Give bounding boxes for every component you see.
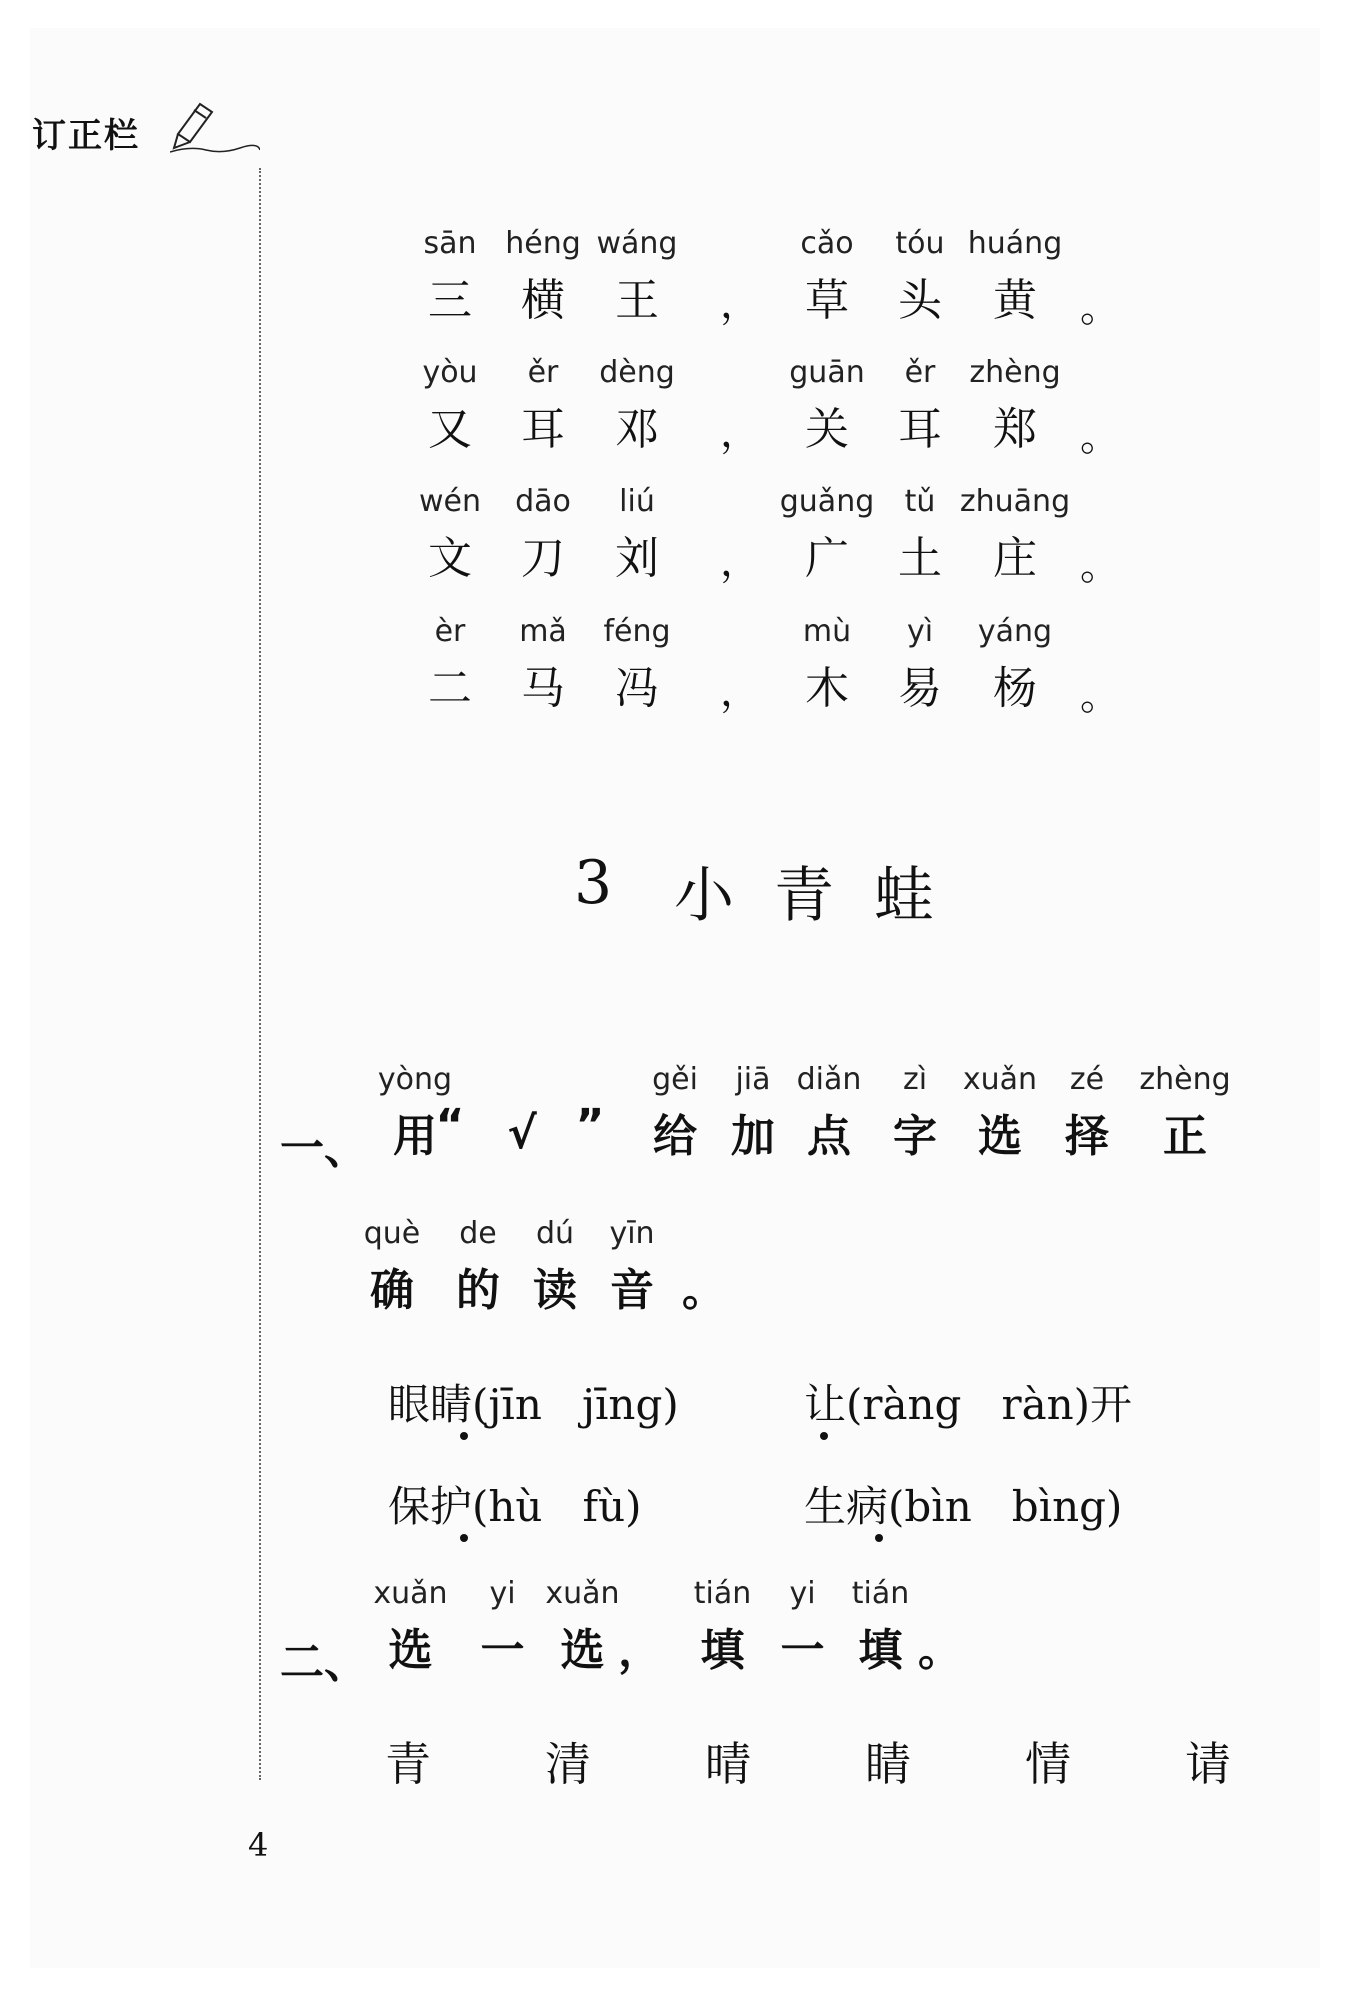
syllable: ” [575,1100,605,1151]
question-number: 二、 [280,1637,368,1688]
syllable: zé 择 [1065,1062,1109,1162]
syllable: jiā 加 [731,1062,775,1162]
emphasis-dot [820,1432,828,1440]
syllable: “ [435,1100,465,1151]
syllable: ， [618,1625,662,1676]
comma: ， [720,410,760,456]
syllable: dèng 邓 [599,355,675,455]
syllable: ěr 耳 [521,355,565,455]
syllable: guǎng 广 [779,484,875,584]
page-number: 4 [248,1826,269,1864]
syllable: héng 横 [505,226,581,326]
period: 。 [1080,285,1120,331]
syllable: zhuāng 庄 [959,484,1071,584]
syllable: tián 填 [851,1576,910,1676]
syllable: ěr 耳 [898,355,942,455]
comma: ， [720,539,760,585]
syllable: xuǎn 选 [545,1576,620,1676]
choice-char[interactable]: 清 [545,1737,591,1791]
comma: ， [720,669,760,715]
syllable: tǔ 土 [898,484,942,584]
syllable: liú 刘 [615,484,659,584]
syllable: èr 二 [428,614,472,714]
correction-column-label: 订正栏 [32,116,140,156]
reading-option[interactable]: 保护(hù fù) [388,1482,642,1531]
syllable: wén 文 [418,484,481,584]
lesson-title-char: 蛙 [874,861,934,931]
syllable: zì 字 [893,1062,937,1162]
syllable: xuǎn 选 [373,1576,448,1676]
syllable: mǎ 马 [519,614,567,714]
syllable: tóu 头 [895,226,945,326]
period: 。 [1080,673,1120,719]
emphasis-dot [460,1534,468,1542]
comma: ， [720,281,760,327]
emphasis-dot [875,1534,883,1542]
syllable: dú 读 [533,1216,577,1316]
checkmark-icon: √ [507,1108,537,1159]
correction-divider [259,168,261,1780]
lesson-title-char: 青 [774,861,834,931]
syllable: tián 填 [693,1576,752,1676]
syllable: sān 三 [423,226,477,326]
syllable: wáng 王 [596,226,678,326]
syllable: 。 [918,1625,962,1676]
syllable: yòu 又 [422,355,478,455]
choice-char[interactable]: 请 [1185,1737,1231,1791]
question-number: 一、 [280,1123,368,1174]
syllable: dāo 刀 [515,484,571,584]
choice-char[interactable]: 晴 [705,1737,751,1791]
syllable: gěi 给 [652,1062,698,1162]
syllable: yáng 杨 [977,614,1053,714]
syllable: diǎn 点 [796,1062,862,1162]
lesson-title-char: 小 [674,861,734,931]
syllable: zhèng 郑 [969,355,1061,455]
reading-option[interactable]: 眼睛(jīn jīng) [388,1380,679,1429]
lesson-number: 3 [574,848,613,918]
reading-option[interactable]: 生病(bìn bìng) [804,1482,1123,1531]
syllable: què 确 [363,1216,421,1316]
choice-char[interactable]: 睛 [865,1737,911,1791]
period: 。 [1080,543,1120,589]
syllable: yì 易 [898,614,942,714]
syllable: yi 一 [780,1576,825,1676]
syllable: xuǎn 选 [962,1062,1038,1162]
syllable: de 的 [456,1216,500,1316]
choice-char[interactable]: 青 [385,1737,431,1791]
syllable: cǎo 草 [800,226,854,326]
choice-char[interactable]: 情 [1025,1737,1071,1791]
pencil-icon [170,96,260,156]
syllable: yi 一 [480,1576,525,1676]
syllable: zhèng 正 [1139,1062,1231,1162]
syllable: yīn 音 [609,1216,655,1316]
emphasis-dot [460,1432,468,1440]
syllable: mù 木 [802,614,852,714]
period: 。 [1080,414,1120,460]
reading-option[interactable]: 让(ràng ràn)开 [804,1380,1133,1429]
syllable: 。 [682,1265,726,1316]
syllable: huáng 黄 [967,226,1063,326]
syllable: féng 冯 [603,614,671,714]
syllable: yòng 用 [377,1062,453,1162]
syllable: guān 关 [789,355,865,455]
